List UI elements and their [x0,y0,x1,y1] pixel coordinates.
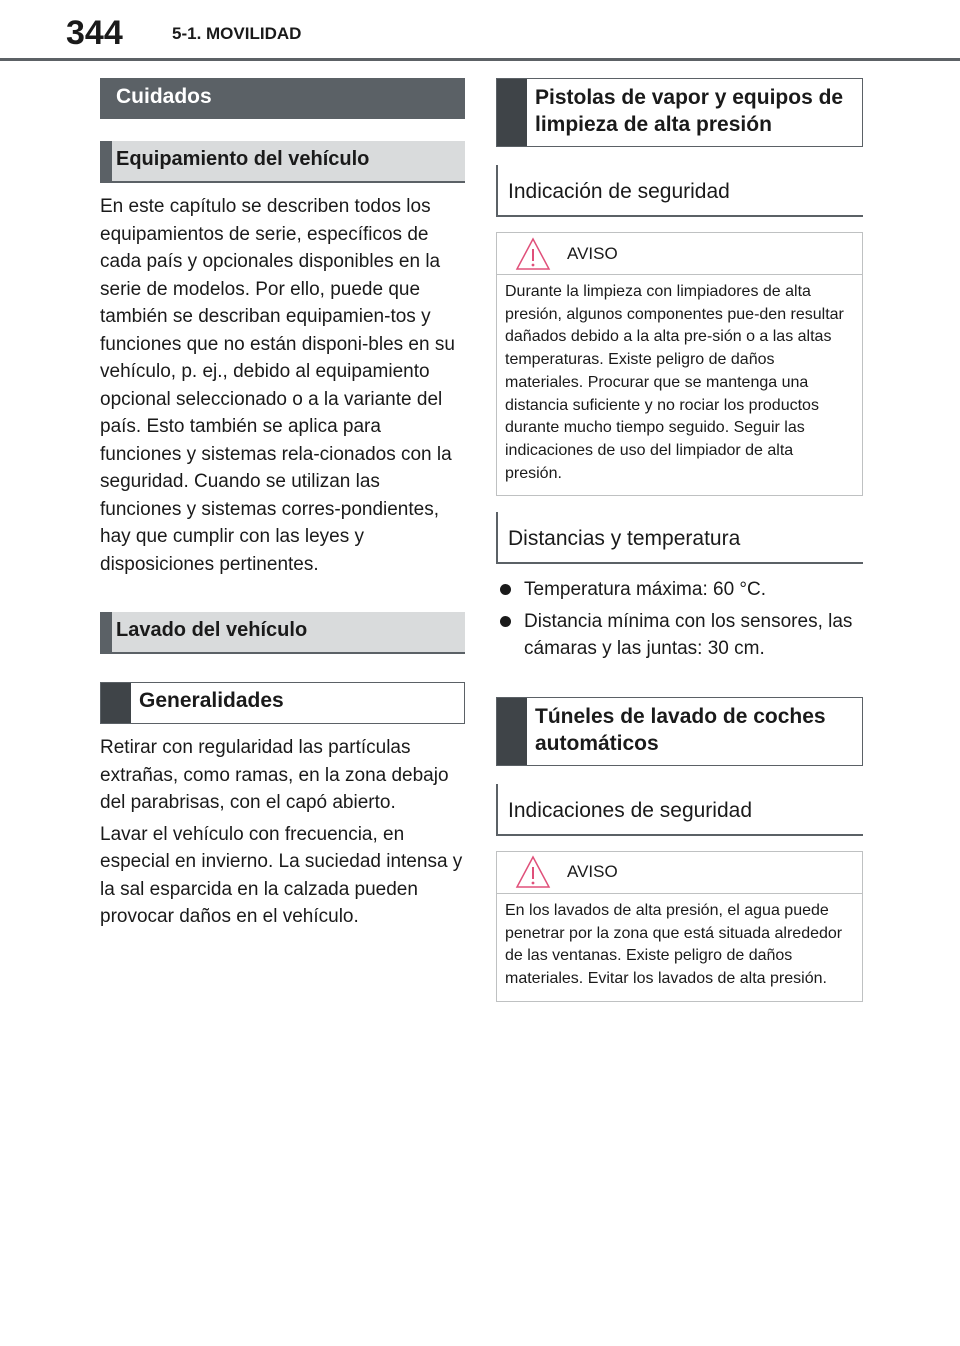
equipamiento-text: En este capítulo se describen todos los equipamientos de serie, específicos de cada país y opcionales disponibles en la serie de modelos. Por ello, puede que también se describan equipamien-tos y funciones que no están disponi-bles en su vehículo, p. ej., debido al equipamiento opcional seleccionado o a la variante del país. Esto también se aplica para funciones y sistemas rela-cionados con la seguridad. Cuando se utilizan las funciones y sistemas corres-pondientes, hay que cumplir con las leyes y disposiciones pertinentes. [100,196,455,575]
section-label: 5-1. MOVILIDAD [172,24,302,43]
list-item [496,608,863,663]
heading-cuidados: Cuidados [100,78,465,119]
heading-generalidades [100,682,465,724]
warning-label-1: AVISO [567,243,618,263]
generalidades-paragraph-1: Retirar con regularidad las partículas extrañas, como ramas, en la zona debajo del parabrisas, con el capó abierto. [100,737,449,813]
page-number: 344 [66,14,123,52]
heading-indicaciones: Indicaciones de seguridad [496,784,863,836]
heading-bar [101,683,131,723]
warning-header-2 [497,852,862,894]
warning-triangle-icon [515,855,551,889]
list-item [496,576,863,604]
bullet-text: Temperatura máxima: 60 °C. [524,579,767,601]
warning-label-2: AVISO [567,862,618,882]
warning-box-1 [496,232,863,496]
warning-box-2 [496,851,863,1002]
warning-text-2: En los lavados de alta presión, el agua puede penetrar por la zona que está situada alrededor de las ventanas. Existe peligro de daños materiales. Evitar los lavados de alta presión. [505,901,843,987]
warning-triangle-icon [515,237,551,271]
right-column [496,78,863,1002]
heading-distancias: Distancias y temperatura [496,512,863,564]
header-rule [0,58,960,61]
left-column [100,78,465,931]
bullet-list [496,576,863,663]
bullet-dot [500,616,511,627]
heading-pistolas-text: Pistolas de vapor y equipos de limpieza de alta presión [535,86,844,136]
heading-bar [497,698,527,765]
heading-indicacion: Indicación de seguridad [496,165,863,217]
warning-text-1: Durante la limpieza con limpiadores de alta presión, algunos componentes pue-den resultar dañados debido a la alta pre-sión o a las altas temperaturas. Existe peligro de daños materiales. Procurar que se mantenga una distancia suficiente y no rociar los productos durante mucho tiempo seguido. Seguir las indicaciones de uso del limpiador de alta presión. [505,283,844,482]
heading-lavado: Lavado del vehículo [100,612,465,654]
warning-header-1 [497,233,862,275]
heading-generalidades-text: Generalidades [139,689,284,712]
heading-tuneles-text: Túneles de lavado de coches automáticos [535,704,826,755]
bullet-text: Distancia mínima con los sensores, las cámaras y las juntas: 30 cm. [524,610,853,660]
bullet-dot [500,584,511,595]
heading-equipamiento: Equipamiento del vehículo [100,141,465,183]
heading-tuneles [496,697,863,766]
heading-pistolas [496,78,863,147]
heading-bar [497,79,527,146]
generalidades-paragraph-2: Lavar el vehículo con frecuencia, en especial en invierno. La suciedad intensa y la sal esparcida en la calzada pueden provocar daños en el vehículo. [100,823,463,927]
